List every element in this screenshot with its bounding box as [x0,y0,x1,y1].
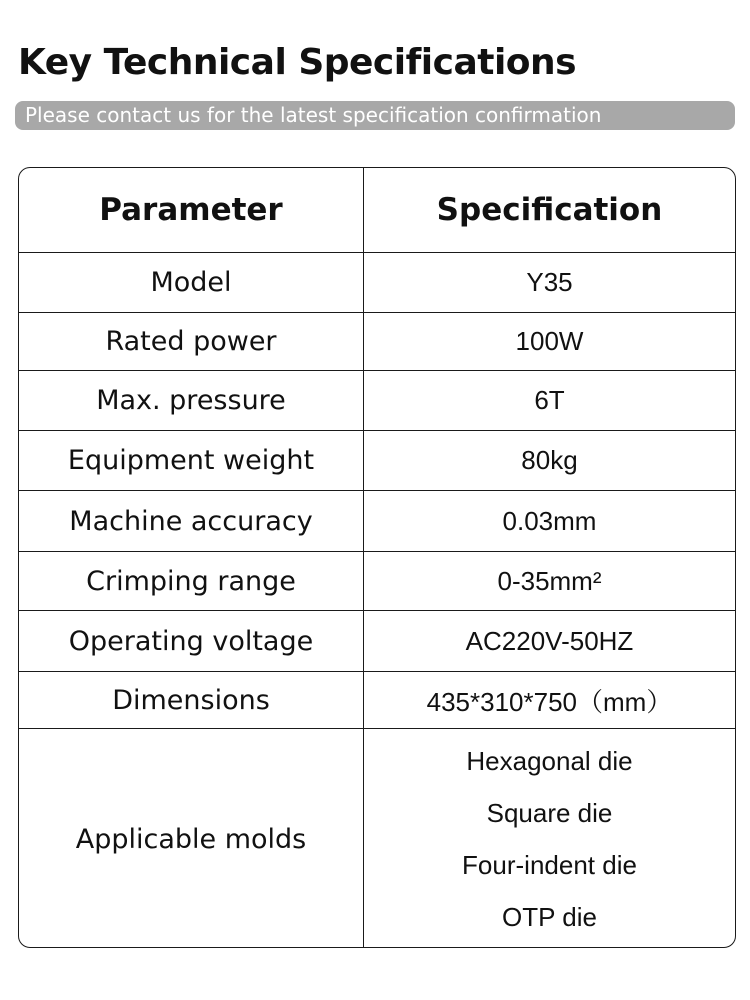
row-value-list [363,729,735,948]
column-header-parameter: Parameter [99,192,283,228]
table-row [19,430,735,490]
column-header-specification: Specification [363,168,735,252]
row-value: Y35 [363,253,735,312]
table-row [19,551,735,610]
row-parameter: Equipment weight [67,445,315,476]
row-parameter: Max. pressure [96,385,286,416]
table-row [19,490,735,551]
row-value: 0-35mm² [363,552,735,610]
row-parameter: Dimensions [112,684,270,716]
table-row [19,671,735,728]
row-parameter: Rated power [105,326,277,357]
row-parameter: Crimping range [86,565,296,597]
row-value: 0.03mm [363,491,735,551]
mold-item: OTP die [502,902,597,932]
mold-item: Square die [486,798,613,828]
table-row [19,312,735,370]
row-value: 435*310*750（mm） [363,672,735,728]
row-parameter: Machine accuracy [69,505,313,537]
subtitle-banner [15,101,735,130]
table-row [19,252,735,312]
subtitle-text: Please contact us for the latest specification confirmation [25,103,602,127]
row-value: 100W [363,313,735,370]
table-row-molds [19,728,735,948]
table-row [19,370,735,430]
mold-item: Four-indent die [462,850,637,880]
mold-item: Hexagonal die [466,746,633,776]
mold-list [462,744,637,934]
row-parameter: Applicable molds [75,823,307,855]
page-title: Key Technical Specifications [18,42,577,83]
row-parameter: Operating voltage [68,625,314,657]
row-value: 6T [363,371,735,430]
row-value: 80kg [363,431,735,490]
table-row [19,610,735,671]
row-value: AC220V-50HZ [363,611,735,671]
row-parameter: Model [150,267,232,298]
spec-table [18,167,736,948]
table-header-row [19,168,735,252]
